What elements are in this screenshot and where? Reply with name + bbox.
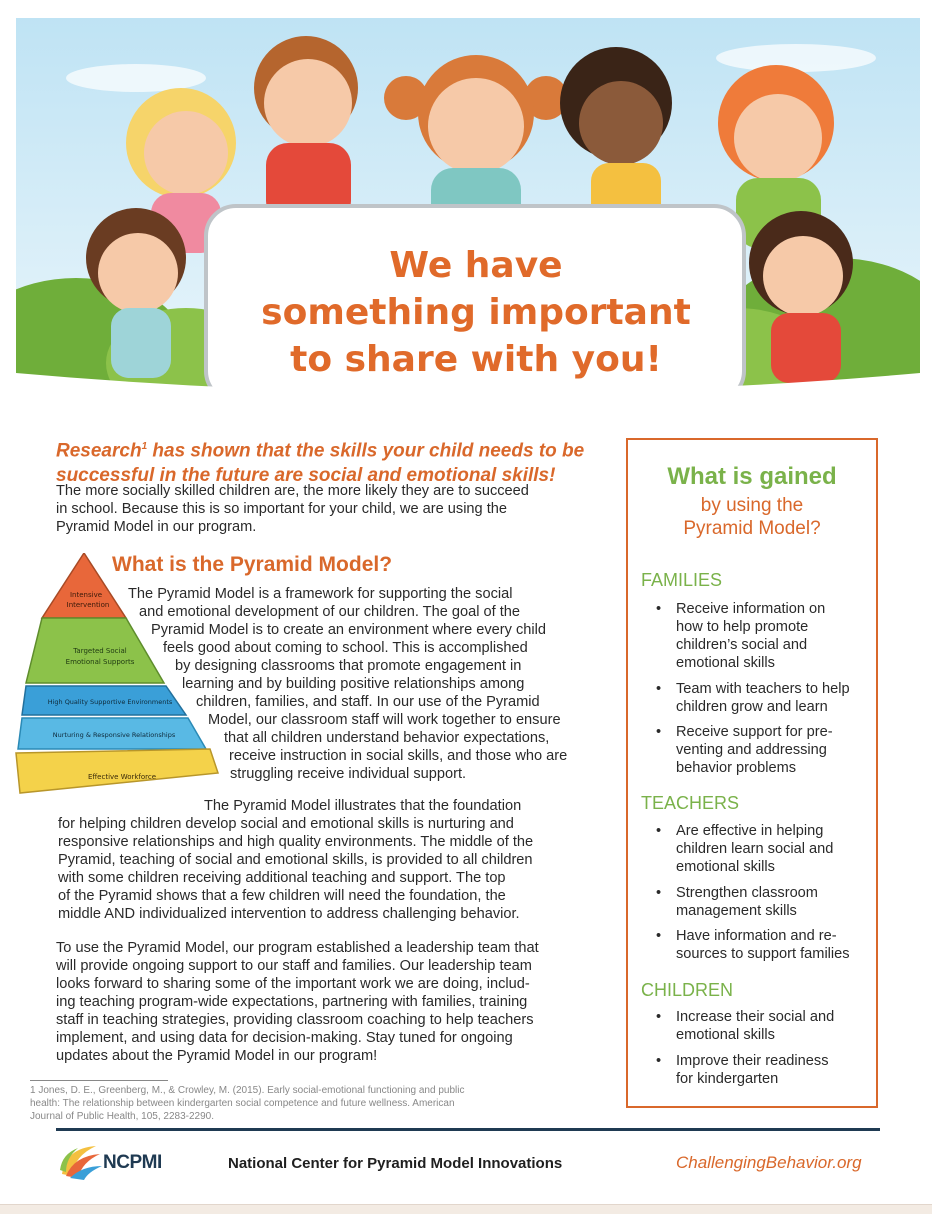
organization-name: National Center for Pyramid Model Innovations — [228, 1155, 563, 1172]
body-line: by designing classrooms that promote engagement in — [175, 658, 522, 674]
item-line: • Are effective in helping — [676, 823, 824, 839]
hero-title-line: something important — [261, 292, 691, 333]
list-item — [676, 1052, 872, 1088]
body-line: receive instruction in social skills, and those who are — [229, 748, 568, 764]
hero-title-line: We have — [389, 245, 563, 286]
tier-label: Targeted Social — [73, 647, 127, 655]
body-line: feels good about coming to school. This is accomplished — [163, 640, 528, 656]
tier-label: Intervention — [66, 601, 110, 609]
benefits-sidebar — [626, 438, 878, 1108]
hero-title — [226, 242, 726, 383]
list-item — [676, 927, 872, 963]
pyramid-heading: What is the Pyramid Model? — [112, 553, 393, 576]
tier-label: Nurturing & Responsive Relationships — [52, 731, 176, 739]
body-line: children, families, and staff. In our use of the Pyramid — [196, 694, 540, 710]
footnote-line: health: The relationship between kindergarten social competence and future wellness. American — [30, 1098, 455, 1109]
page-bottom-edge — [0, 1204, 932, 1214]
body-line: with some children receiving additional teaching and support. The top — [58, 870, 506, 886]
footnote-ref: 1 — [141, 441, 148, 452]
body-line: Model, our classroom staff will work together to ensure — [208, 712, 561, 728]
body-line: To use the Pyramid Model, our program established a leadership team that — [56, 940, 539, 956]
body-line: ing teaching program-wide expectations, partnering with families, training — [56, 994, 528, 1010]
sidebar-subheading — [628, 494, 876, 540]
footnote-line: 1 Jones, D. E., Greenberg, M., & Crowley, M. (2015). Early social-emotional functioning and public — [30, 1085, 465, 1096]
leadership-paragraph — [56, 939, 616, 1065]
list-item — [676, 723, 872, 777]
website-link[interactable]: ChallengingBehavior.org — [676, 1153, 862, 1172]
body-line: and emotional development of our children. The goal of the — [139, 604, 521, 620]
body-line: updates about the Pyramid Model in our program! — [56, 1048, 378, 1064]
list-item — [676, 1008, 872, 1044]
intro-body — [56, 482, 616, 536]
foundation-paragraph — [58, 797, 618, 923]
item-line: venting and addressing — [676, 742, 827, 758]
item-line: sources to support families — [676, 946, 850, 962]
item-line: behavior problems — [676, 760, 797, 776]
pyramid-tier-workforce — [16, 749, 218, 793]
body-line: for helping children develop social and emotional skills is nurturing and — [58, 816, 514, 832]
item-line: how to help promote — [676, 619, 809, 635]
section-title-teachers: TEACHERS — [641, 793, 740, 813]
list-item — [676, 822, 872, 876]
body-line: that all children understand behavior expectations, — [224, 730, 550, 746]
item-line: • Team with teachers to help — [676, 681, 850, 697]
body-line: Pyramid Model is to create an environment where every child — [151, 622, 547, 638]
list-item — [676, 600, 872, 672]
body-line: staff in teaching strategies, providing classroom coaching to help teachers — [56, 1012, 534, 1028]
item-line: emotional skills — [676, 655, 775, 671]
subheading-line: by using the — [700, 495, 804, 516]
tier-label: Emotional Supports — [65, 658, 135, 666]
item-line: • Increase their social and — [676, 1009, 835, 1025]
body-line: Pyramid, teaching of social and emotional skills, is provided to all children — [58, 852, 533, 868]
lead-text: has shown that the skills your child needs to be — [147, 440, 585, 462]
list-item — [676, 680, 872, 716]
footer-divider — [56, 1128, 880, 1131]
body-line: of the Pyramid shows that a few children will need the foundation, the — [58, 888, 506, 904]
footnote-divider — [30, 1080, 168, 1081]
item-line: children grow and learn — [676, 699, 828, 715]
body-line: responsive relationships and high quality environments. The middle of the — [58, 834, 534, 850]
footnote — [30, 1084, 610, 1123]
section-title-children: CHILDREN — [641, 980, 734, 1000]
intro-lead — [56, 434, 616, 488]
body-line: learning and by building positive relationships among — [182, 676, 525, 692]
lead-text: Research — [56, 440, 142, 462]
tier-label: High Quality Supportive Environments — [47, 698, 173, 706]
item-line: emotional skills — [676, 1027, 775, 1043]
item-line: • Have information and re- — [676, 928, 837, 944]
item-line: emotional skills — [676, 859, 775, 875]
item-line: • Improve their readiness — [676, 1053, 829, 1069]
tier-label: Intensive — [69, 591, 103, 599]
body-line: in school. Because this is so important for your child, we are using the — [56, 501, 508, 517]
body-line: The more socially skilled children are, the more likely they are to succeed — [56, 483, 529, 499]
body-line: Pyramid Model in our program. — [56, 519, 257, 535]
body-line: The Pyramid Model is a framework for supporting the social — [128, 586, 513, 602]
footnote-line: Journal of Public Health, 105, 2283-2290. — [30, 1111, 215, 1122]
list-item — [676, 884, 872, 920]
item-line: children’s social and — [676, 637, 808, 653]
hero-title-line: to share with you! — [290, 339, 662, 380]
item-line: for kindergarten — [676, 1071, 779, 1087]
item-line: management skills — [676, 903, 797, 919]
body-line: struggling receive individual support. — [230, 766, 467, 782]
body-line: will provide ongoing support to our staff and families. Our leadership team — [56, 958, 532, 974]
sidebar-heading: What is gained — [667, 463, 837, 490]
body-line: The Pyramid Model illustrates that the foundation — [204, 798, 522, 814]
body-line: middle AND individualized intervention to address challenging behavior. — [58, 906, 520, 922]
item-line: children learn social and — [676, 841, 834, 857]
item-line: • Receive support for pre- — [676, 724, 833, 740]
section-title-families: FAMILIES — [641, 570, 723, 590]
item-line: • Receive information on — [676, 601, 826, 617]
item-line: • Strengthen classroom — [676, 885, 818, 901]
logo-text: NCPMI — [103, 1152, 162, 1173]
hero-banner — [16, 18, 920, 418]
tier-label: Effective Workforce — [87, 773, 157, 781]
lead-text: successful in the future are social and emotional skills! — [56, 465, 556, 487]
body-line: implement, and using data for decision-making. Stay tuned for ongoing — [56, 1030, 513, 1046]
subheading-line: Pyramid Model? — [683, 518, 821, 539]
body-line: looks forward to sharing some of the important work we are doing, includ- — [56, 976, 530, 992]
